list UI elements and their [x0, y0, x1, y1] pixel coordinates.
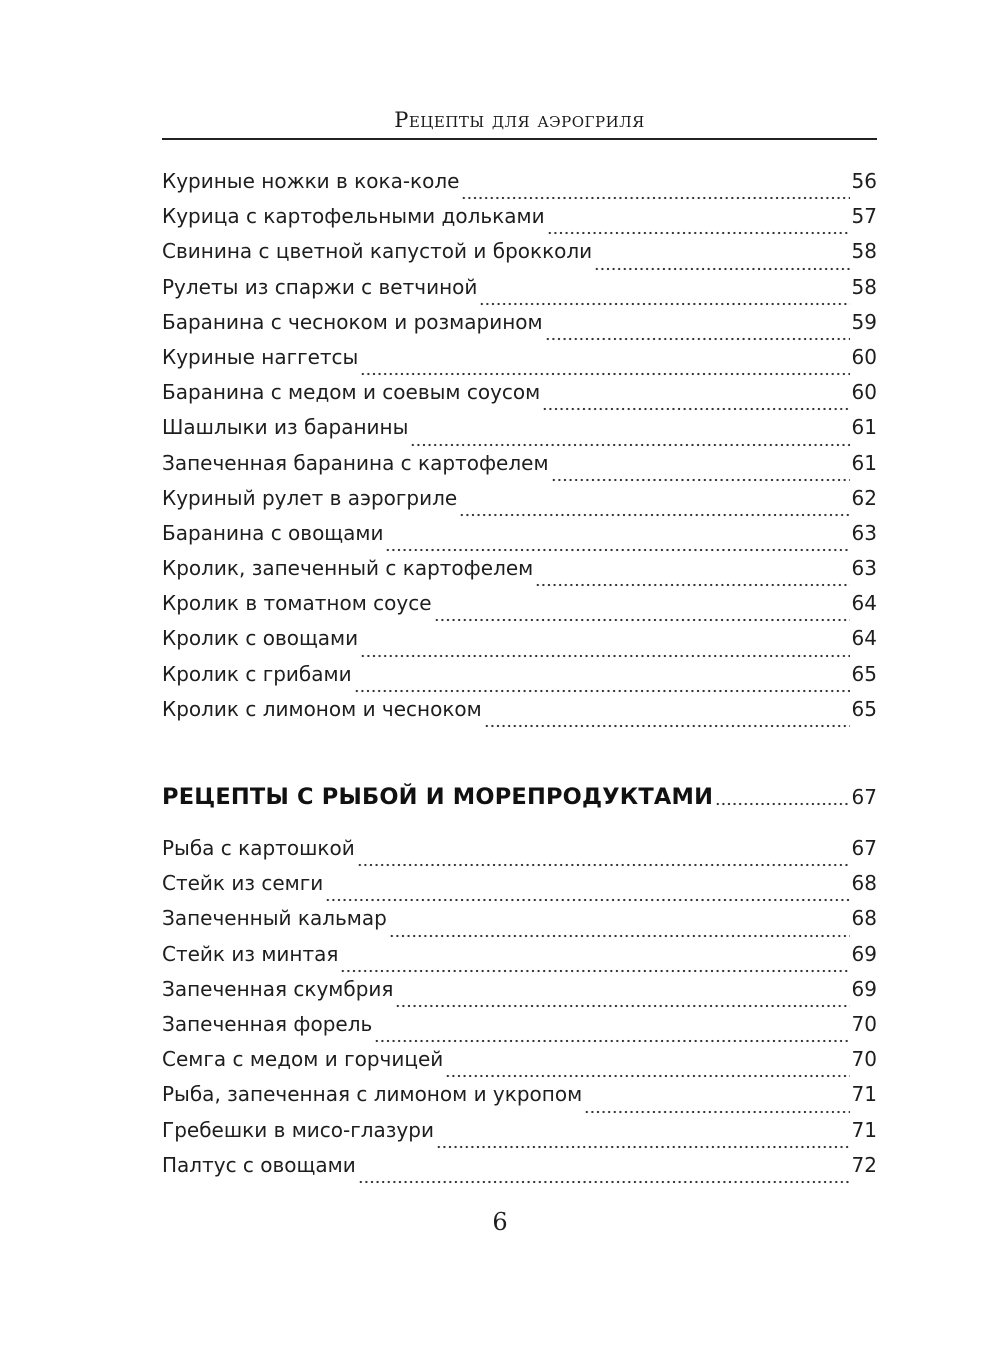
toc-entry-page: 57 [851, 204, 877, 229]
toc-entry[interactable] [162, 662, 877, 697]
toc-entry-page: 70 [851, 1047, 877, 1072]
dot-leader [385, 532, 849, 552]
dot-leader [484, 708, 850, 728]
toc-entry-title: Баранина с овощами [162, 520, 384, 545]
toc-entry-page: 62 [851, 485, 877, 510]
dot-leader [389, 918, 850, 938]
toc-entry-title: Семга с медом и горчицей [162, 1047, 444, 1072]
toc-entry[interactable] [162, 1012, 877, 1047]
dot-leader [395, 988, 849, 1008]
page-number: 6 [492, 1208, 508, 1236]
dot-leader [715, 786, 849, 806]
toc-entry-title: Кролик с лимоном и чесноком [162, 696, 482, 721]
toc-entry-title: Куриные наггетсы [162, 344, 359, 369]
toc-entry[interactable] [162, 1082, 877, 1117]
toc-entry-title: Запеченная скумбрия [162, 976, 394, 1001]
toc-entry[interactable] [162, 1047, 877, 1082]
dot-leader [545, 321, 850, 341]
toc-entry-page: 69 [851, 941, 877, 966]
toc-entry-title: Рыба, запеченная с лимоном и укропом [162, 1082, 583, 1107]
dot-leader [535, 567, 849, 587]
toc-entry-page: 58 [851, 239, 877, 264]
toc-entry[interactable] [162, 521, 877, 556]
toc-entry-page: 68 [851, 871, 877, 896]
toc-entry-title: Гребешки в мисо-глазури [162, 1117, 434, 1142]
dot-leader [357, 847, 850, 867]
toc-entry-title: Курица с картофельными дольками [162, 204, 545, 229]
dot-leader [594, 251, 849, 271]
toc-entry[interactable] [162, 697, 877, 732]
toc-entry-title: Кролик с грибами [162, 661, 352, 686]
toc-entry-page: 63 [851, 520, 877, 545]
toc-entry-title: Куриный рулет в аэрогриле [162, 485, 458, 510]
dot-leader [461, 180, 849, 200]
dot-leader [479, 286, 849, 306]
toc-entry-page: 58 [851, 274, 877, 299]
toc-entry-page: 59 [851, 309, 877, 334]
toc-meat-list [162, 169, 877, 732]
toc-entry-title: Кролик, запеченный с картофелем [162, 556, 534, 581]
toc-entry-title: Палтус с овощами [162, 1152, 356, 1177]
dot-leader [358, 1164, 850, 1184]
toc-entry-title: Рулеты из спаржи с ветчиной [162, 274, 478, 299]
dot-leader [360, 356, 849, 376]
toc-entry-page: 56 [851, 169, 877, 193]
toc-entry-page: 61 [851, 415, 877, 440]
toc-entry-title: Шашлыки из баранины [162, 415, 409, 440]
dot-leader [325, 882, 849, 902]
toc-entry[interactable] [162, 345, 877, 380]
toc-entry-page: 67 [851, 836, 877, 860]
section-title: РЕЦЕПТЫ С РЫБОЙ И МОРЕПРОДУКТАМИ [162, 784, 714, 810]
toc-entry-page: 70 [851, 1011, 877, 1036]
toc-entry-page: 65 [851, 661, 877, 686]
toc-entry-title: Куриные ножки в кока-коле [162, 169, 460, 193]
toc-entry-page: 61 [851, 450, 877, 475]
dot-leader [340, 953, 849, 973]
toc-entry-page: 60 [851, 344, 877, 369]
toc-entry-page: 63 [851, 556, 877, 581]
toc-entry[interactable] [162, 871, 877, 906]
toc-entry[interactable] [162, 556, 877, 591]
toc-entry-page: 71 [851, 1117, 877, 1142]
toc-entry-title: Баранина с чесноком и розмарином [162, 309, 543, 334]
toc-entry[interactable] [162, 1118, 877, 1153]
toc-entry-page: 65 [851, 696, 877, 721]
toc-entry[interactable] [162, 310, 877, 345]
dot-leader [445, 1058, 849, 1078]
toc-entry-title: Кролик с овощами [162, 626, 359, 651]
toc-entry[interactable] [162, 275, 877, 310]
dot-leader [374, 1023, 849, 1043]
toc-entry[interactable] [162, 415, 877, 450]
running-header: Рецепты для аэрогриля [394, 108, 645, 132]
toc-entry-title: Запеченная форель [162, 1011, 373, 1036]
toc-entry-title: Стейк из семги [162, 871, 324, 896]
dot-leader [434, 602, 850, 622]
toc-entry[interactable] [162, 204, 877, 239]
toc-entry-page: 68 [851, 906, 877, 931]
toc-entry-page: 69 [851, 976, 877, 1001]
section-page: 67 [851, 785, 877, 809]
toc-entry-page: 71 [851, 1082, 877, 1107]
toc-entry-page: 64 [851, 626, 877, 651]
toc-entry[interactable] [162, 486, 877, 521]
toc-entry[interactable] [162, 836, 877, 871]
toc-entry[interactable] [162, 626, 877, 661]
dot-leader [542, 391, 849, 411]
toc-entry[interactable] [162, 906, 877, 941]
dot-leader [547, 215, 850, 235]
dot-leader [354, 673, 850, 693]
toc-entry-title: Кролик в томатном соусе [162, 591, 432, 616]
toc-entry-page: 72 [851, 1152, 877, 1177]
toc-fish-list [162, 836, 877, 1188]
dot-leader [584, 1094, 849, 1114]
toc-entry-title: Стейк из минтая [162, 941, 339, 966]
dot-leader [551, 462, 850, 482]
toc-entry[interactable] [162, 591, 877, 626]
toc-entry[interactable] [162, 380, 877, 415]
dot-leader [459, 497, 849, 517]
toc-section-heading [162, 784, 877, 810]
toc-entry[interactable] [162, 1153, 877, 1188]
toc-entry[interactable] [162, 942, 877, 977]
toc-entry-page: 60 [851, 380, 877, 405]
toc-entry-title: Рыба с картошкой [162, 836, 355, 860]
toc-entry-title: Запеченная баранина с картофелем [162, 450, 549, 475]
header-rule [162, 138, 877, 140]
toc-entry[interactable] [162, 169, 877, 204]
dot-leader [360, 638, 849, 658]
section-row[interactable] [162, 784, 877, 810]
toc-entry-title: Запеченный кальмар [162, 906, 387, 931]
toc-entry[interactable] [162, 451, 877, 486]
dot-leader [410, 427, 849, 447]
toc-entry[interactable] [162, 239, 877, 274]
toc-entry[interactable] [162, 977, 877, 1012]
dot-leader [436, 1129, 850, 1149]
toc-entry-title: Баранина с медом и соевым соусом [162, 380, 541, 405]
toc-entry-title: Свинина с цветной капустой и брокколи [162, 239, 593, 264]
toc-entry-page: 64 [851, 591, 877, 616]
